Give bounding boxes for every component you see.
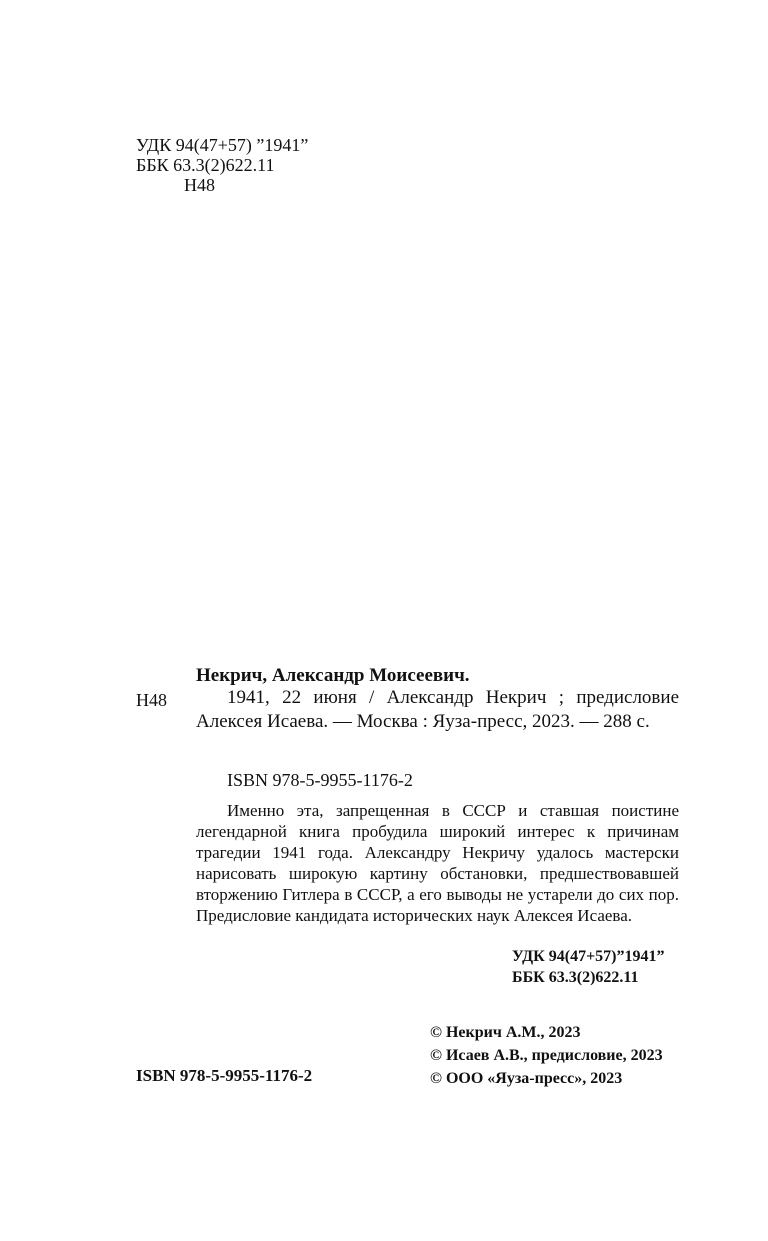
author-heading: Некрич, Александр Моисеевич. <box>196 665 470 686</box>
isbn-bottom: ISBN 978-5-9955-1176-2 <box>136 1066 313 1085</box>
annotation-text: Именно эта, запрещенная в СССР и ставшая поистине легендарной книга пробудила широкий интерес к причинам трагедии 1941 года. Александру Некричу удалось мастерски нарисовать широкую картину обстановки, предшествовавшей вторжению Гитлера в СССР, а его выводы не устарели до сих пор. Предисловие кандидата исторических наук Алексея Исаева. <box>196 801 679 925</box>
udk-code-bottom: УДК 94(47+57)”1941” <box>512 948 665 965</box>
copyright-line: © Исаев А.В., предисловие, 2023 <box>430 1047 663 1064</box>
classification-codes-bottom <box>512 946 665 988</box>
isbn-record: ISBN 978-5-9955-1176-2 <box>227 770 413 790</box>
bbk-code-bottom: ББК 63.3(2)622.11 <box>512 969 639 986</box>
bbk-code: ББК 63.3(2)622.11 <box>136 155 275 175</box>
copyright-line: © Некрич А.М., 2023 <box>430 1024 581 1041</box>
copyright-block <box>430 1021 663 1090</box>
cutter-code: Н48 <box>184 175 215 195</box>
description-text: 1941, 22 июня / Александр Некрич ; предисловие Алексея Исаева. — Москва : Яуза-пресс, 2023. — 288 с. <box>196 687 679 732</box>
udk-code: УДК 94(47+57) ”1941” <box>136 135 309 155</box>
bibliographic-description <box>196 686 679 734</box>
classification-codes-top <box>136 135 308 195</box>
copyright-line: © ООО «Яуза-пресс», 2023 <box>430 1070 623 1087</box>
cutter-mark: Н48 <box>136 690 167 710</box>
